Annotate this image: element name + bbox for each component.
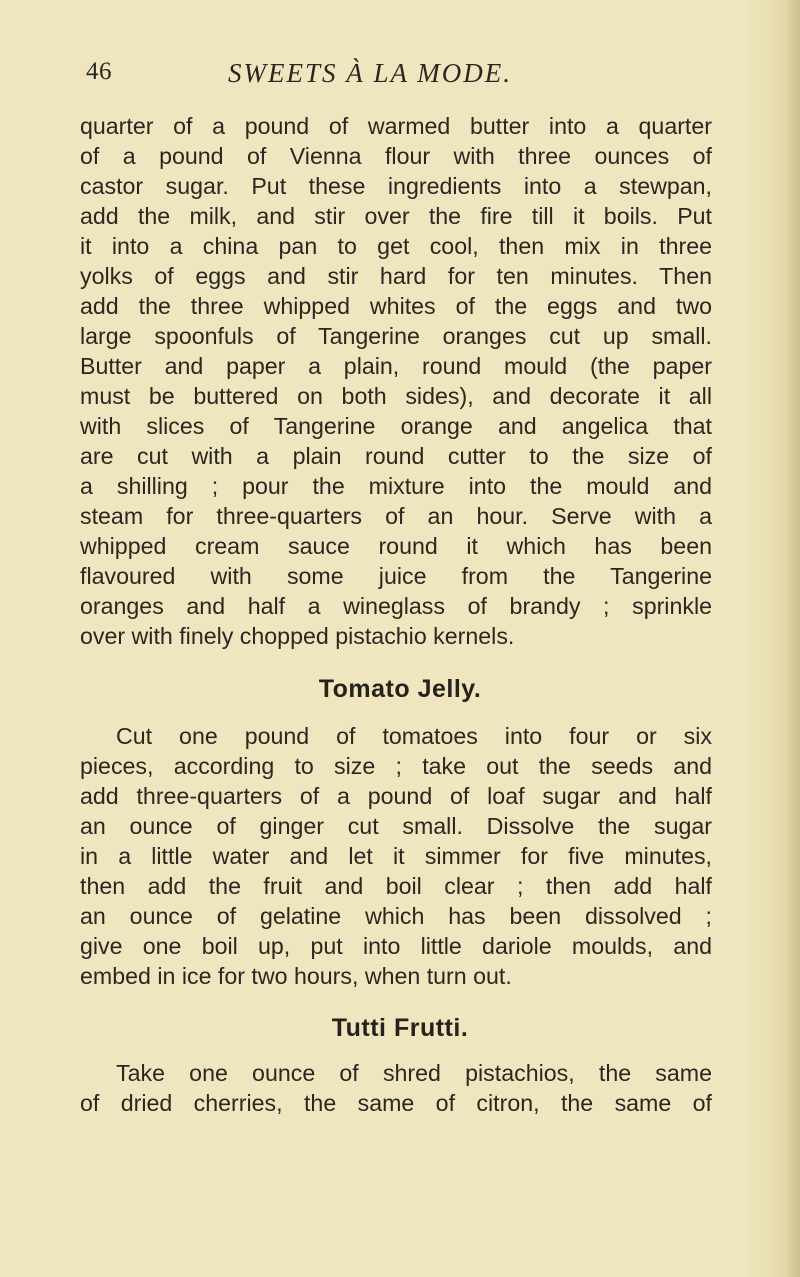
text-line: embed in ice for two hours, when turn out.: [80, 963, 512, 989]
recipe-body-tutti-frutti: [80, 1058, 712, 1118]
text-line: with slices of Tangerine orange and angelica that: [80, 413, 712, 439]
text-line: are cut with a plain round cutter to the size of: [80, 443, 712, 469]
text-line: flavoured with some juice from the Tangerine: [80, 563, 712, 589]
text-line: add the three whipped whites of the eggs and two: [80, 293, 712, 319]
text-line: it into a china pan to get cool, then mix in three: [80, 233, 712, 259]
page-edge-shadow: [786, 0, 800, 1277]
text-line: an ounce of gelatine which has been dissolved ;: [80, 903, 712, 929]
text-line: of a pound of Vienna flour with three ounces of: [80, 143, 712, 169]
text-line: over with finely chopped pistachio kernels.: [80, 623, 515, 649]
recipe-body-tomato-jelly: [80, 721, 712, 991]
text-line: a shilling ; pour the mixture into the mould and: [80, 473, 712, 499]
text-line: must be buttered on both sides), and decorate it all: [80, 383, 712, 409]
recipe-title-tomato-jelly: Tomato Jelly.: [318, 675, 482, 703]
text-line: steam for three-quarters of an hour. Serve with a: [80, 503, 712, 529]
text-line: oranges and half a wineglass of brandy ; sprinkle: [80, 593, 712, 619]
text-line: Take one ounce of shred pistachios, the same: [116, 1060, 712, 1086]
text-line: then add the fruit and boil clear ; then add half: [80, 873, 712, 899]
text-line: of dried cherries, the same of citron, the same of: [80, 1090, 712, 1116]
text-line: quarter of a pound of warmed butter into a quarter: [80, 113, 712, 139]
text-line: castor sugar. Put these ingredients into a stewpan,: [80, 173, 712, 199]
text-line: Butter and paper a plain, round mould (the paper: [80, 353, 712, 379]
text-line: add the milk, and stir over the fire till it boils. Put: [80, 203, 712, 229]
text-line: pieces, according to size ; take out the seeds and: [80, 753, 712, 779]
page-header: [86, 58, 712, 98]
page-number: 46: [86, 58, 112, 85]
text-line: Cut one pound of tomatoes into four or six: [116, 723, 712, 749]
text-line: give one boil up, put into little dariole moulds, and: [80, 933, 712, 959]
text-line: whipped cream sauce round it which has been: [80, 533, 712, 559]
continuation-paragraph: [80, 111, 712, 651]
text-line: an ounce of ginger cut small. Dissolve the sugar: [80, 813, 712, 839]
text-line: add three-quarters of a pound of loaf sugar and half: [80, 783, 712, 809]
recipe-title-tutti-frutti: Tutti Frutti.: [331, 1014, 469, 1042]
text-line: in a little water and let it simmer for five minutes,: [80, 843, 712, 869]
running-title: SWEETS À LA MODE.: [228, 58, 512, 88]
text-line: yolks of eggs and stir hard for ten minutes. Then: [80, 263, 712, 289]
text-line: large spoonfuls of Tangerine oranges cut up small.: [80, 323, 712, 349]
